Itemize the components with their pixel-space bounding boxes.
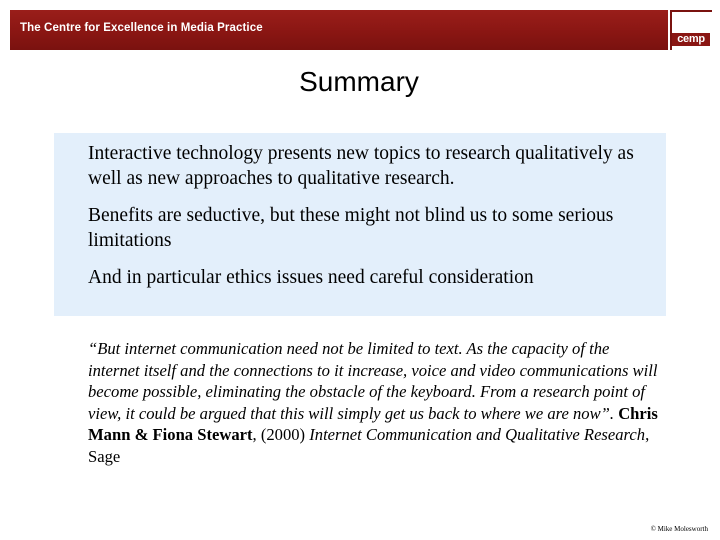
cemp-logo: cemp <box>672 33 710 46</box>
slide-title <box>0 66 720 98</box>
summary-point-1: Interactive technology presents new topics to research qualitatively as well as new approaches to qualitative research. <box>88 143 634 189</box>
header-bar <box>10 10 668 50</box>
quote-authors: Chris Mann & Fiona Stewart <box>88 403 658 444</box>
quote-publisher: , Sage <box>88 425 650 466</box>
summary-point-3: And in particular ethics issues need careful consideration <box>88 267 534 288</box>
quote-year: , (2000) <box>252 425 306 444</box>
citation-quote <box>88 338 658 467</box>
summary-point-2: Benefits are seductive, but these might not blind us to some serious limitations <box>88 205 614 251</box>
slide-title-text: Summary <box>299 66 419 97</box>
copyright-note: © Mike Molesworth <box>650 525 708 533</box>
header-title: The Centre for Excellence in Media Practice <box>20 22 263 34</box>
quote-book-title: Internet Communication and Qualitative Research <box>309 425 646 444</box>
quote-text: “But internet communication need not be limited to text. As the capacity of the internet itself and the connections to it increase, voice and video communications will become possible, eliminating the obstacle of the keyboard. From a research point of view, it could be argued that this will simply get us back to where we are now”. <box>88 339 658 423</box>
